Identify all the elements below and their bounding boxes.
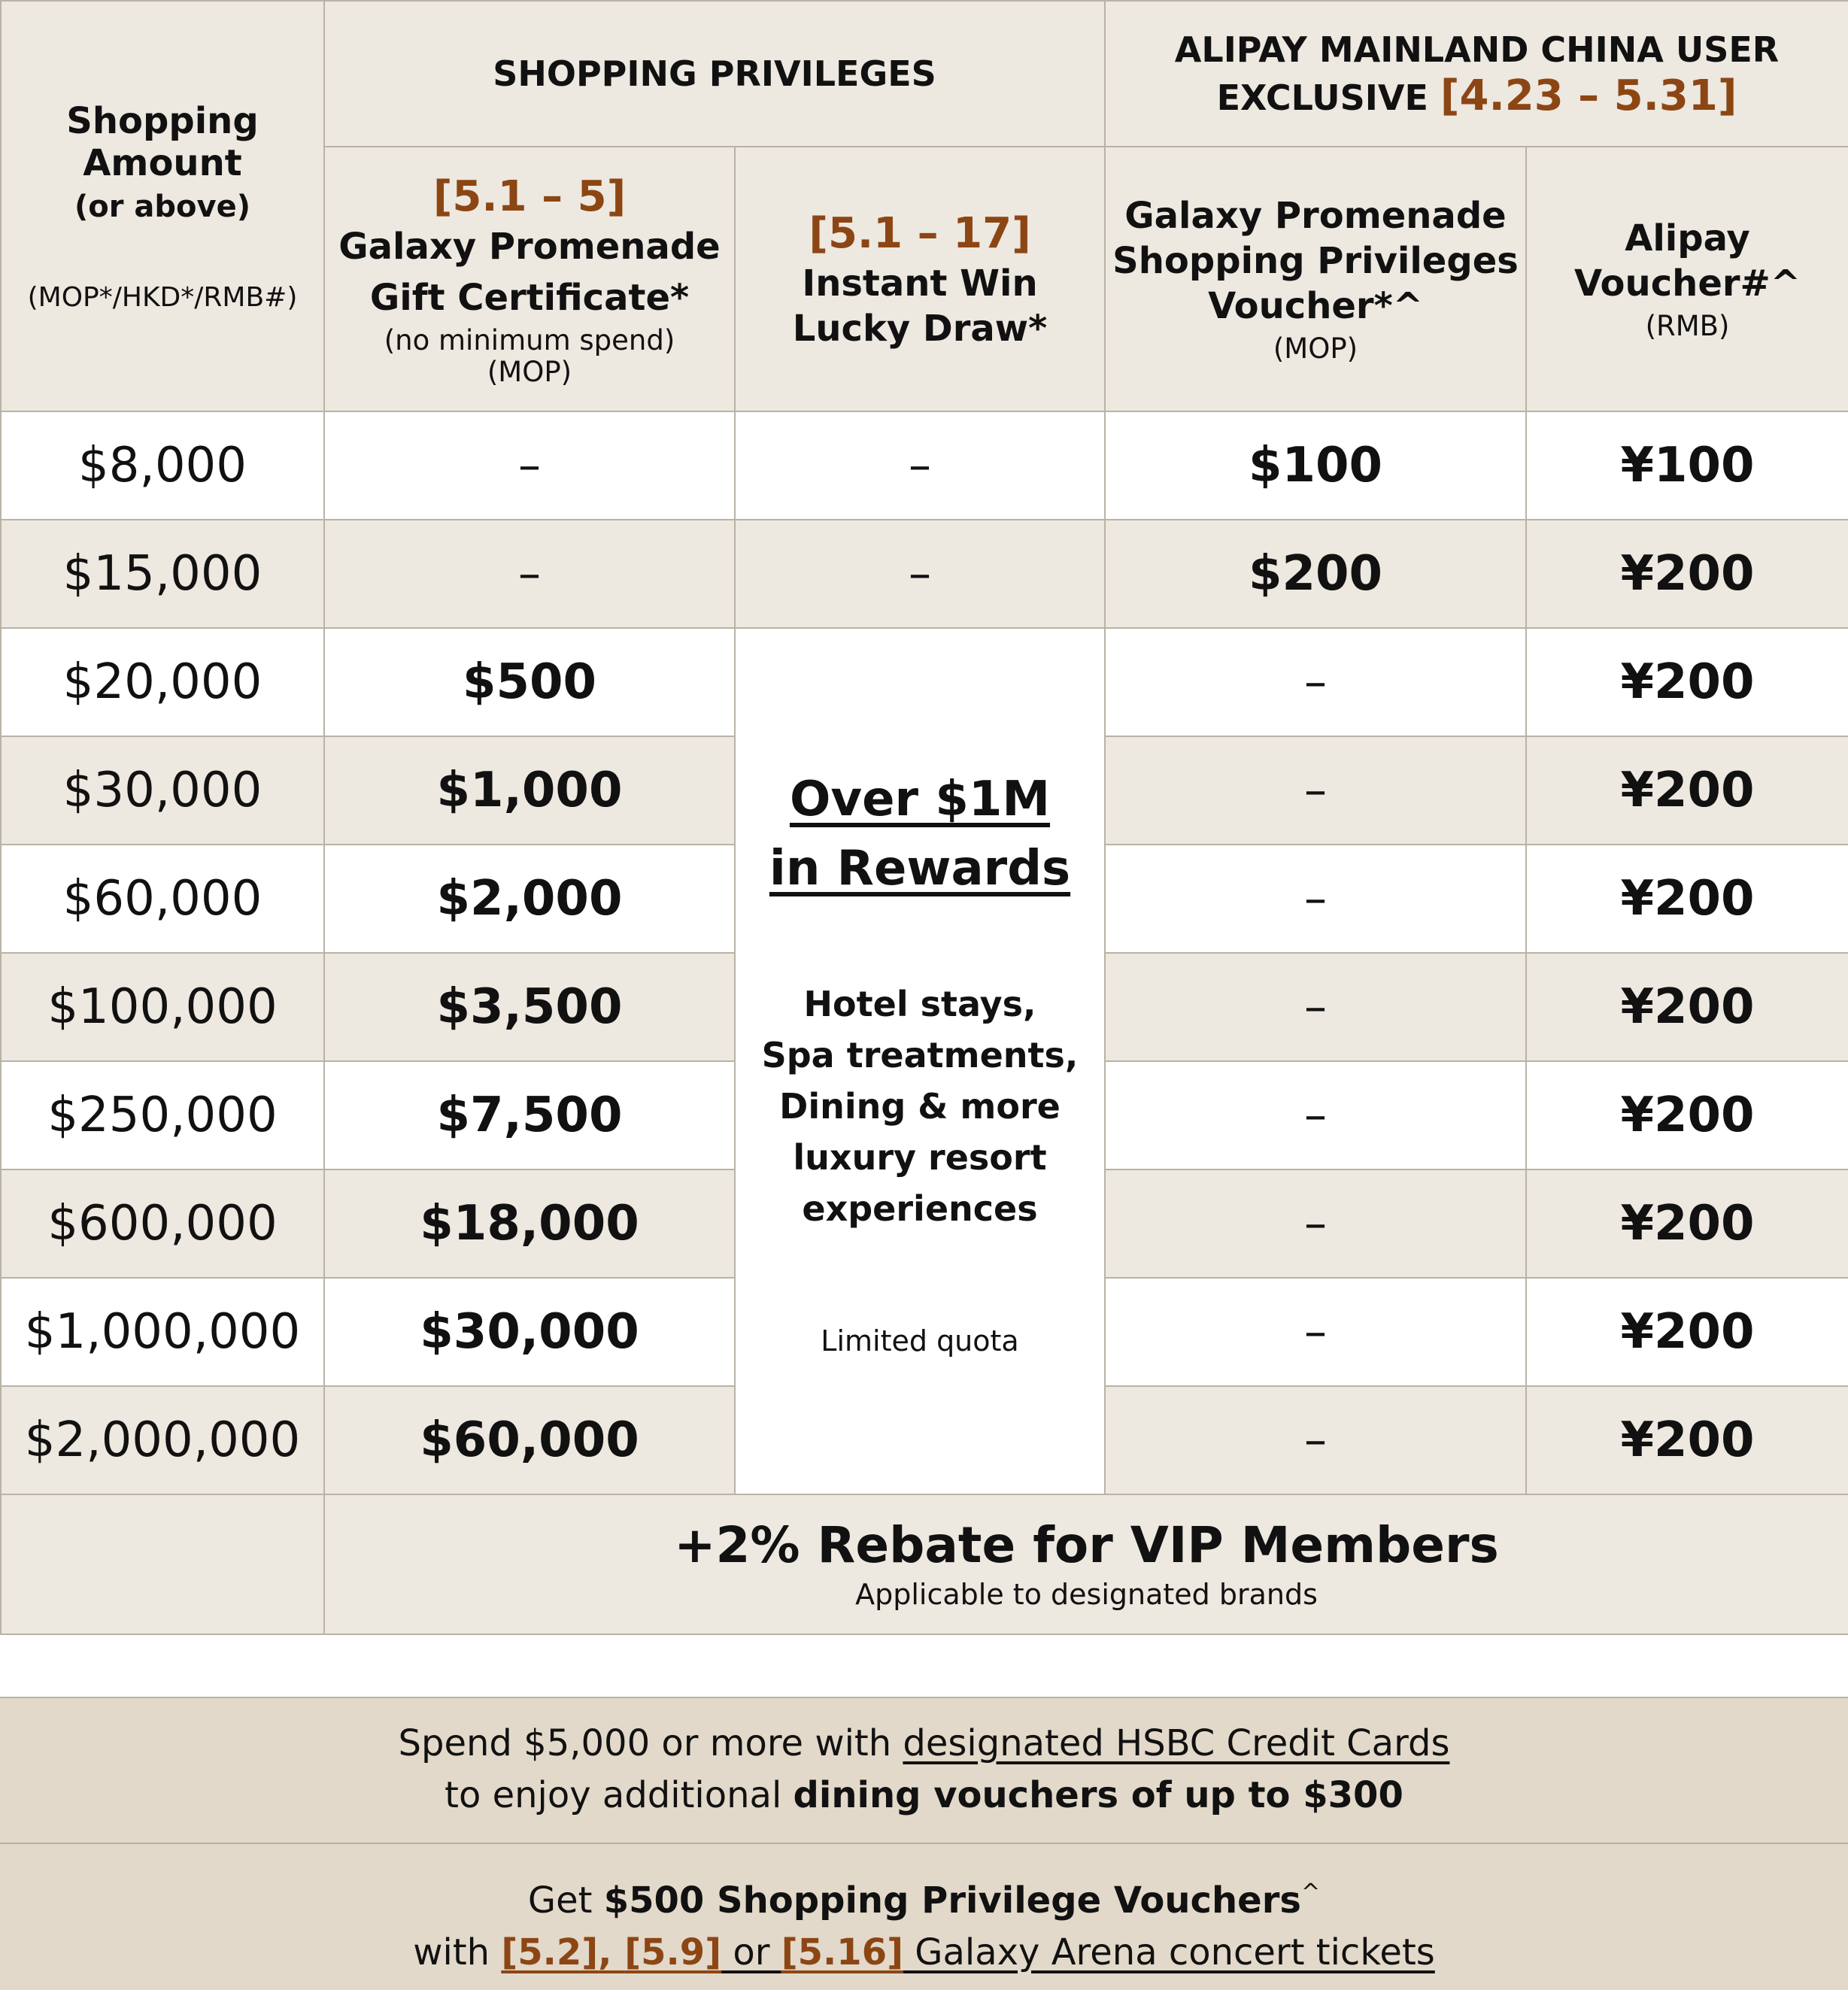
alipay-voucher-cell: ¥200 [1526,736,1848,845]
header-shopping-amount [1,1,324,411]
gift-certificate-cell: $18,000 [324,1169,735,1278]
gift-certificate-dates: [5.1 – 5] [432,172,627,221]
concert-date-sep: , [598,1931,625,1973]
lucky-draw-cell: – [735,520,1105,628]
lucky-draw-title-line2: Lucky Draw* [792,308,1048,350]
rewards-desc-line: Spa treatments, [761,1035,1079,1075]
gift-certificate-cell: $30,000 [324,1278,735,1386]
lucky-draw-rewards-cell [735,628,1105,1494]
header-alipay-dates: [4.23 – 5.31] [1440,71,1737,120]
concert-voucher-caret: ^ [1300,1879,1321,1906]
promenade-voucher-cell: – [1105,953,1526,1061]
concert-or-text: or [721,1931,781,1973]
concert-promo-line2 [0,1927,1848,1979]
concert-date-3[interactable]: [5.16] [781,1931,904,1973]
alipay-voucher-cell: ¥200 [1526,520,1848,628]
hsbc-promo-line1 [0,1718,1848,1770]
gift-certificate-title-line2: Gift Certificate* [369,277,690,319]
promenade-voucher-cell: – [1105,1061,1526,1169]
gift-certificate-cell: $3,500 [324,953,735,1061]
hsbc-dining-voucher-text: dining vouchers of up to $300 [793,1774,1403,1816]
alipay-voucher-cell: ¥200 [1526,1169,1848,1278]
rewards-desc-line: experiences [802,1188,1038,1229]
alipay-voucher-cell: ¥100 [1526,411,1848,520]
promenade-voucher-cell: $100 [1105,411,1526,520]
header-gift-certificate [324,147,735,411]
rewards-desc-line: Hotel stays, [803,984,1036,1024]
shopping-amount-cell: $100,000 [1,953,324,1061]
alipay-voucher-cell: ¥200 [1526,1278,1848,1386]
gift-certificate-cell: $7,500 [324,1061,735,1169]
rewards-desc-line: Dining & more [779,1086,1061,1127]
shopping-amount-cell: $60,000 [1,845,324,953]
header-lucky-draw [735,147,1105,411]
alipay-voucher-title-line1: Alipay [1625,217,1750,259]
gift-certificate-cell: $1,000 [324,736,735,845]
concert-promo-line1 [0,1867,1848,1927]
shopping-amount-cell: $250,000 [1,1061,324,1169]
hsbc-promo-banner [0,1697,1848,1843]
vip-row [1,1494,1848,1634]
gift-certificate-title-line1: Galaxy Promenade [338,226,721,268]
alipay-voucher-cell: ¥200 [1526,628,1848,736]
header-alipay-title-line1: ALIPAY MAINLAND CHINA USER [1174,29,1780,70]
hsbc-promo-line2 [0,1770,1848,1822]
gift-certificate-unit: (MOP) [487,356,572,388]
promenade-voucher-cell: – [1105,736,1526,845]
shopping-amount-cell: $20,000 [1,628,324,736]
header-amount-title-line2: Amount [83,141,242,184]
promenade-voucher-unit: (MOP) [1273,332,1358,365]
lucky-draw-title-line1: Instant Win [802,262,1038,305]
promenade-voucher-title-line1: Galaxy Promenade [1124,195,1507,237]
header-alipay-exclusive-label: EXCLUSIVE [1216,77,1440,118]
alipay-voucher-cell: ¥200 [1526,1386,1848,1494]
hsbc-credit-cards-link[interactable]: designated HSBC Credit Cards [903,1722,1450,1764]
vip-rebate-cell [324,1494,1848,1634]
galaxy-arena-tickets-link[interactable]: Galaxy Arena concert tickets [903,1931,1435,1973]
alipay-voucher-cell: ¥200 [1526,1061,1848,1169]
alipay-voucher-title-line2: Voucher#^ [1574,262,1801,305]
shopping-amount-cell: $8,000 [1,411,324,520]
shopping-amount-cell: $15,000 [1,520,324,628]
rewards-quota: Limited quota [821,1324,1019,1358]
header-amount-or-above: (or above) [74,189,250,224]
gift-certificate-cell: – [324,520,735,628]
concert-promo-text: with [413,1931,502,1973]
promenade-voucher-cell: – [1105,1386,1526,1494]
alipay-voucher-cell: ¥200 [1526,953,1848,1061]
rewards-headline [736,765,1104,903]
header-amount-unit: (MOP*/HKD*/RMB#) [27,281,298,313]
concert-promo-banner [0,1843,1848,1990]
concert-voucher-text: $500 Shopping Privilege Vouchers [603,1879,1301,1922]
header-alipay-voucher [1526,147,1848,411]
rewards-description [736,978,1104,1234]
lucky-draw-cell: – [735,411,1105,520]
header-promenade-voucher [1105,147,1526,411]
promenade-voucher-title-line3: Voucher*^ [1208,285,1423,327]
promenade-voucher-cell: $200 [1105,520,1526,628]
gift-certificate-note: (no minimum spend) [384,324,675,356]
rewards-headline-line2: in Rewards [769,841,1071,896]
vip-rebate-subtitle: Applicable to designated brands [855,1578,1318,1611]
lucky-draw-dates: [5.1 – 17] [809,209,1031,258]
header-alipay-title-line2 [1106,73,1848,121]
header-shopping-privileges: SHOPPING PRIVILEGES [324,1,1105,147]
shopping-amount-cell: $2,000,000 [1,1386,324,1494]
table-row [1,628,1848,736]
shopping-amount-cell: $600,000 [1,1169,324,1278]
promenade-voucher-cell: – [1105,845,1526,953]
vip-rebate-title: +2% Rebate for VIP Members [674,1516,1499,1574]
table-row [1,411,1848,520]
hsbc-promo-text: Spend $5,000 or more with [398,1722,903,1764]
vip-empty-cell [1,1494,324,1634]
hsbc-promo-text: to enjoy additional [445,1774,794,1816]
concert-date-1[interactable]: [5.2] [501,1931,599,1973]
concert-promo-text: Get [527,1879,604,1922]
gift-certificate-cell: $500 [324,628,735,736]
concert-date-2[interactable]: [5.9] [624,1931,722,1973]
header-alipay-exclusive [1105,1,1848,147]
promenade-voucher-cell: – [1105,1278,1526,1386]
alipay-voucher-cell: ¥200 [1526,845,1848,953]
rewards-desc-line: luxury resort [793,1137,1047,1178]
rewards-headline-line1: Over $1M [789,772,1051,827]
gift-certificate-cell: $2,000 [324,845,735,953]
table-row [1,520,1848,628]
shopping-amount-cell: $1,000,000 [1,1278,324,1386]
gift-certificate-cell: $60,000 [324,1386,735,1494]
shopping-amount-cell: $30,000 [1,736,324,845]
header-amount-title-line1: Shopping [66,99,259,142]
alipay-voucher-unit: (RMB) [1645,310,1730,342]
gift-certificate-cell: – [324,411,735,520]
promenade-voucher-cell: – [1105,1169,1526,1278]
promenade-voucher-title-line2: Shopping Privileges [1112,240,1519,282]
promenade-voucher-cell: – [1105,628,1526,736]
